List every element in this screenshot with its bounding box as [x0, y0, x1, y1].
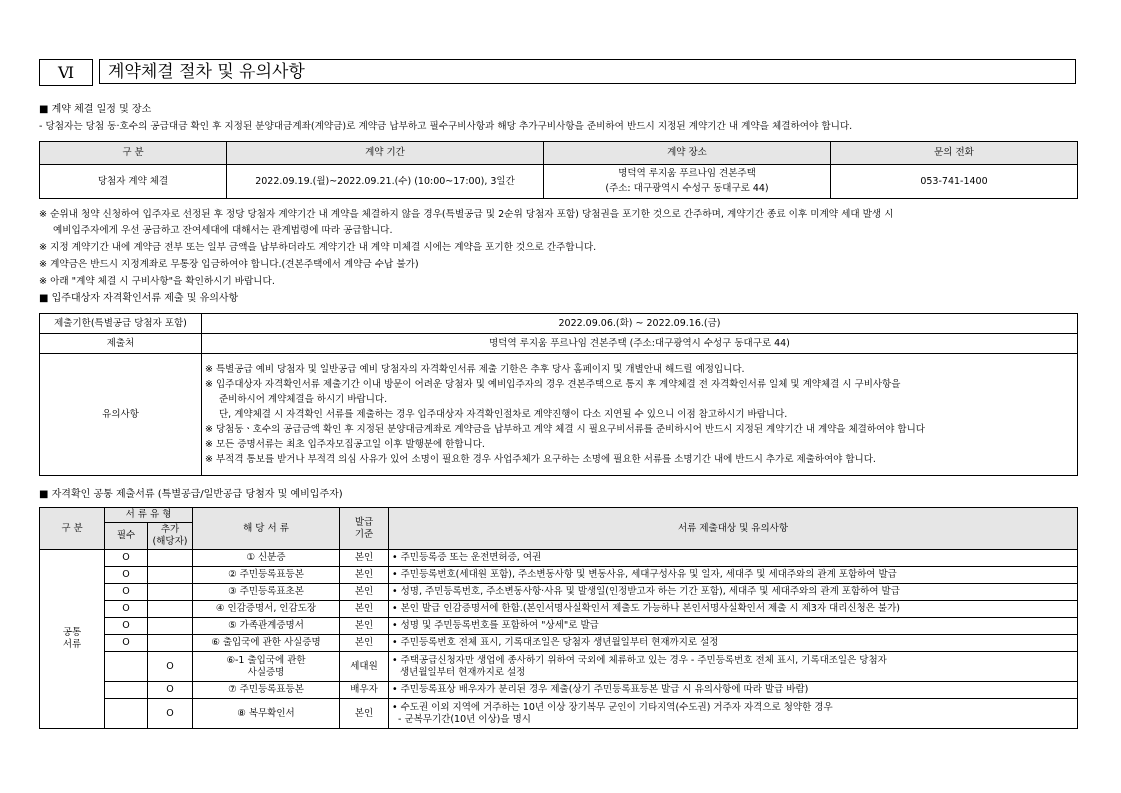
- additional-mark: [148, 567, 193, 584]
- issue-basis: 본인: [340, 550, 389, 567]
- required-mark: O: [105, 635, 148, 652]
- note-1: ※ 순위내 청약 신청하여 입주자로 선정된 후 정당 당첨자 계약기간 내 계약을 체결하지 않을 경우(특별공급 및 2순위 당첨자 포함) 당첨권을 포기한 것으로 간주하며, 계약기간 종료 이후 미계약 세대 발생 시: [39, 209, 894, 220]
- category-label-2: 서류: [62, 639, 82, 650]
- cell-type: 당첨자 계약 체결: [40, 165, 227, 199]
- doc-remark-line2: 생년월일부터 현재까지로 설정: [400, 666, 526, 678]
- note-2: ※ 지정 계약기간 내에 계약금 전부 또는 일부 금액을 납부하더라도 계약기간 내 계약 미체결 시에는 계약을 포기한 것으로 간주합니다.: [39, 242, 597, 253]
- hdr-doc: 해 당 서 류: [193, 508, 340, 550]
- section1-heading: ■ 계약 체결 일정 및 장소: [39, 104, 152, 115]
- required-mark: O: [105, 550, 148, 567]
- additional-mark: [148, 584, 193, 601]
- note-3: ※ 계약금은 반드시 지정계좌로 무통장 입금하여야 합니다.(견본주택에서 계약금 수납 불가): [39, 259, 419, 270]
- notes-content: [202, 354, 1078, 476]
- required-mark: O: [105, 567, 148, 584]
- notice-2-cont: 준비하시어 계약체결을 하시기 바랍니다.: [219, 394, 388, 405]
- issue-basis: 배우자: [340, 682, 389, 699]
- cell-place: [544, 165, 831, 199]
- hdr-additional-2: (해당자): [152, 536, 188, 547]
- section2-heading: ■ 입주대상자 자격확인서류 제출 및 유의사항: [39, 293, 239, 304]
- doc-remark-line1: • 주택공급신청자만 생업에 종사하기 위하여 국외에 체류하고 있는 경우 - 주민등록번호 전체 표시, 기록대조일은 당첨자: [392, 654, 887, 666]
- section1-intro: - 당첨자는 당첨 동·호수의 공급대금 확인 후 지정된 분양대금계좌(계약금)로 계약금 납부하고 필수구비사항과 해당 추가구비사항을 준비하여 반드시 지정된 계약기간 내 계약을 체결하여야 합니다.: [39, 121, 853, 132]
- doc-name: ⑤ 가족관계증명서: [193, 618, 340, 635]
- doc-remark: • 주민등록번호(세대원 포함), 주소변동사항 및 변동사유, 세대구성사유 및 일자, 세대주 및 세대주와의 관계 포함하여 발급: [389, 567, 1078, 584]
- doc-name: ⑦ 주민등록표등본: [193, 682, 340, 699]
- hdr-issue: [340, 508, 389, 550]
- notice-3: ※ 당첨동ㆍ호수의 공급금액 확인 후 지정된 분양대금계좌로 계약금을 납부하고 계약 체결 시 필요구비서류를 준비하시어 반드시 지정된 계약기간 내 계약을 체결하여야 합니다: [205, 424, 925, 435]
- section-number: Ⅵ: [39, 59, 93, 86]
- issue-basis: 세대원: [340, 652, 389, 682]
- required-mark: O: [105, 618, 148, 635]
- section3-heading: ■ 자격확인 공통 제출서류 (특별공급/일반공급 당첨자 및 예비입주자): [39, 489, 343, 500]
- hdr-additional: [148, 523, 193, 550]
- additional-mark: O: [148, 652, 193, 682]
- doc-remark: • 주민등록표상 배우자가 분리된 경우 제출(상기 주민등록표등본 발급 시 유의사항에 따라 발급 바람): [389, 682, 1078, 699]
- cell-period: 2022.09.19.(월)~2022.09.21.(수) (10:00~17:00), 3일간: [227, 165, 544, 199]
- doc-name: [193, 652, 340, 682]
- hdr-issue-2: 기준: [354, 528, 374, 540]
- doc-name: ④ 인감증명서, 인감도장: [193, 601, 340, 618]
- issue-basis: 본인: [340, 635, 389, 652]
- deadline-value: 2022.09.06.(화) ~ 2022.09.16.(금): [202, 314, 1078, 334]
- additional-mark: [148, 618, 193, 635]
- doc-remark-line2: - 군복무기간(10년 이상)을 명시: [398, 713, 531, 725]
- col-phone: 문의 전화: [831, 142, 1078, 165]
- hdr-issue-1: 발급: [354, 516, 374, 528]
- additional-mark: O: [148, 699, 193, 729]
- col-category: 구 분: [40, 142, 227, 165]
- issue-basis: 본인: [340, 601, 389, 618]
- note-1-cont: 예비입주자에게 우선 공급하고 잔여세대에 대해서는 관계법령에 따라 공급합니다.: [53, 225, 393, 236]
- deadline-label: 제출기한(특별공급 당첨자 포함): [40, 314, 202, 334]
- additional-mark: [148, 635, 193, 652]
- issue-basis: 본인: [340, 567, 389, 584]
- notice-5: ※ 부적격 통보를 받거나 부적격 의심 사유가 있어 소명이 필요한 경우 사업주체가 요구하는 소명에 필요한 서류를 소명기간 내에 반드시 추가로 제출하여야 합니다.: [205, 454, 876, 465]
- issue-basis: 본인: [340, 699, 389, 729]
- notice-2-extra: 단, 계약체결 시 자격확인 서류를 제출하는 경우 입주대상자 자격확인절차로 계약진행이 다소 지연될 수 있으니 이점 참고하시기 바랍니다.: [219, 409, 788, 420]
- doc-remark: [389, 652, 1078, 682]
- common-docs-table: [39, 507, 1078, 729]
- doc-remark: • 성명, 주민등록번호, 주소변동사항·사유 및 발생일(인정받고자 하는 기간 포함), 세대주 및 세대주와의 관계 포함하여 발급: [389, 584, 1078, 601]
- doc-remark: • 본인 발급 인감증명서에 한함.(본인서명사실확인서 제출도 가능하나 본인서명사실확인서 제출 시 제3자 대리신청은 불가): [389, 601, 1078, 618]
- contract-schedule-table: [39, 141, 1078, 199]
- note-4: ※ 아래 "계약 체결 시 구비사항"을 확인하시기 바랍니다.: [39, 276, 275, 287]
- required-mark: [105, 699, 148, 729]
- category-common: [40, 550, 105, 729]
- doc-name-line2: 사실증명: [247, 666, 285, 678]
- place-value: 명덕역 루지움 푸르나임 견본주택 (주소:대구광역시 수성구 동대구로 44): [202, 334, 1078, 354]
- hdr-remarks: 서류 제출대상 및 유의사항: [389, 508, 1078, 550]
- doc-remark: [389, 699, 1078, 729]
- notice-4: ※ 모든 증명서류는 최초 입주자모집공고일 이후 발행분에 한합니다.: [205, 439, 485, 450]
- col-place: 계약 장소: [544, 142, 831, 165]
- required-mark: O: [105, 601, 148, 618]
- qualification-docs-table: [39, 313, 1078, 476]
- doc-remark: • 성명 및 주민등록번호를 포함하여 "상세"로 발급: [389, 618, 1078, 635]
- doc-name: ⑧ 복무확인서: [193, 699, 340, 729]
- place-name: 명덕역 루지움 푸르나임 견본주택: [618, 168, 756, 179]
- doc-name-line1: ⑥-1 출입국에 관한: [226, 654, 306, 666]
- page-title: 계약체결 절차 및 유의사항: [99, 59, 1076, 84]
- doc-name: ② 주민등록표등본: [193, 567, 340, 584]
- doc-name: ① 신분증: [193, 550, 340, 567]
- required-mark: [105, 652, 148, 682]
- place-label: 제출처: [40, 334, 202, 354]
- required-mark: O: [105, 584, 148, 601]
- category-label-1: 공통: [62, 627, 82, 638]
- additional-mark: [148, 601, 193, 618]
- doc-name: ③ 주민등록표초본: [193, 584, 340, 601]
- doc-remark-line1: • 수도권 이외 지역에 거주하는 10년 이상 장기복무 군인이 기타지역(수도권) 거주자 자격으로 청약한 경우: [392, 701, 833, 713]
- doc-name: ⑥ 출입국에 관한 사실증명: [193, 635, 340, 652]
- additional-mark: [148, 550, 193, 567]
- cell-phone: 053-741-1400: [831, 165, 1078, 199]
- required-mark: [105, 682, 148, 699]
- col-period: 계약 기간: [227, 142, 544, 165]
- notes-label: 유의사항: [40, 354, 202, 476]
- issue-basis: 본인: [340, 584, 389, 601]
- hdr-category: 구 분: [40, 508, 105, 550]
- additional-mark: O: [148, 682, 193, 699]
- issue-basis: 본인: [340, 618, 389, 635]
- hdr-doc-type: 서 류 유 형: [105, 508, 193, 523]
- notice-1: ※ 특별공급 예비 당첨자 및 일반공급 예비 당첨자의 자격확인서류 제출 기한은 추후 당사 홈페이지 및 개별안내 해드릴 예정입니다.: [205, 364, 745, 375]
- section-title: [39, 59, 1078, 86]
- doc-remark: • 주민등록번호 전체 표시, 기록대조일은 당첨자 생년월일부터 현재까지로 설정: [389, 635, 1078, 652]
- hdr-additional-1: 추가: [160, 524, 180, 535]
- place-address: (주소: 대구광역시 수성구 동대구로 44): [605, 183, 769, 194]
- doc-remark: • 주민등록증 또는 운전면허증, 여권: [389, 550, 1078, 567]
- hdr-required: 필수: [105, 523, 148, 550]
- notice-2: ※ 입주대상자 자격확인서류 제출기간 이내 방문이 어려운 당첨자 및 예비입주자의 경우 견본주택으로 통지 후 계약체결 전 자격확인서류 일체 및 계약체결 시 구비사항을: [205, 379, 901, 390]
